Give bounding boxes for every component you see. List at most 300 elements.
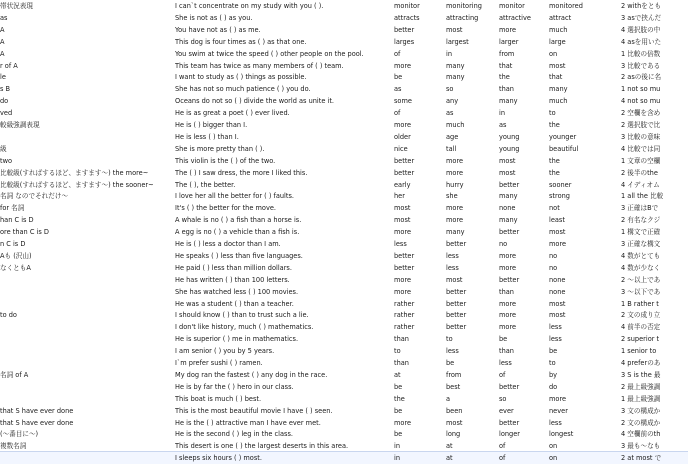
choice-4-cell[interactable]: not — [549, 204, 560, 213]
answer-explanation-cell[interactable]: 2 asの後に名 — [621, 73, 662, 82]
choice-2-cell[interactable]: better — [446, 240, 467, 248]
choice-1-cell[interactable]: most — [394, 204, 411, 213]
grammar-note-cell[interactable] — [0, 452, 168, 464]
question-sentence-cell[interactable]: The ( ) I saw dress, the more I liked this. — [175, 168, 308, 177]
choice-4-cell[interactable]: the — [549, 168, 560, 177]
choice-2-cell[interactable]: less — [446, 263, 459, 272]
table-row[interactable] — [0, 262, 688, 274]
question-sentence-cell[interactable]: She is more pretty than ( ). — [175, 144, 265, 153]
grammar-note-cell[interactable]: 比較級(すればするほど、ますます〜) the sooner~ — [0, 180, 154, 189]
table-row[interactable] — [0, 381, 688, 393]
grammar-note-cell[interactable]: han C is D — [0, 216, 34, 225]
choice-1-cell[interactable]: rather — [394, 299, 415, 308]
answer-explanation-cell[interactable]: 1 文章の空欄 — [621, 156, 661, 165]
choice-4-cell[interactable]: more — [549, 394, 567, 403]
choice-1-cell[interactable]: as — [394, 85, 402, 94]
choice-1-cell[interactable]: monitor — [394, 2, 420, 10]
answer-explanation-cell[interactable]: 2 有名なクジ — [621, 216, 661, 225]
answer-explanation-cell[interactable]: 2 空欄を含め — [621, 109, 661, 118]
answer-explanation-cell[interactable]: 3 文の構成か — [621, 406, 661, 415]
choice-2-cell[interactable]: many — [446, 61, 465, 70]
choice-1-cell[interactable]: rather — [394, 311, 415, 320]
grammar-note-cell[interactable]: 較級強調表現 — [0, 121, 40, 129]
answer-explanation-cell[interactable]: 4 preferのあ — [621, 359, 661, 367]
question-sentence-cell[interactable]: I don't like history, much ( ) mathematics. — [175, 323, 314, 332]
grammar-note-cell[interactable] — [0, 286, 168, 298]
grammar-note-cell[interactable]: s B — [0, 85, 11, 94]
question-sentence-cell[interactable]: This desert is one ( ) the largest deserts in this area. — [175, 442, 349, 451]
answer-explanation-cell[interactable]: 4 数がとても — [621, 251, 661, 260]
choice-4-cell[interactable]: to — [549, 359, 556, 367]
question-sentence-cell[interactable]: He paid ( ) less than million dollars. — [175, 263, 292, 272]
answer-explanation-cell[interactable]: 4 イディオム — [621, 180, 660, 189]
choice-3-cell[interactable]: be — [499, 335, 508, 344]
choice-3-cell[interactable]: more — [499, 311, 517, 320]
answer-explanation-cell[interactable]: 4 選択肢の中 — [621, 25, 661, 34]
choice-2-cell[interactable]: at — [446, 442, 453, 451]
table-row[interactable] — [0, 167, 688, 179]
question-sentence-cell[interactable]: I`m prefer sushi ( ) ramen. — [175, 359, 263, 367]
answer-explanation-cell[interactable]: 4 前半の否定 — [621, 323, 661, 332]
grammar-note-cell[interactable]: for 名詞 — [0, 204, 25, 213]
choice-1-cell[interactable]: more — [394, 287, 412, 296]
choice-3-cell[interactable]: from — [499, 49, 515, 58]
question-sentence-cell[interactable]: I am senior ( ) you by 5 years. — [175, 347, 275, 356]
table-row[interactable] — [0, 428, 688, 440]
choice-2-cell[interactable]: more — [446, 216, 464, 225]
table-row[interactable] — [0, 250, 688, 262]
choice-1-cell[interactable]: be — [394, 406, 403, 415]
choice-2-cell[interactable]: monitoring — [446, 2, 482, 10]
choice-3-cell[interactable]: as — [499, 121, 507, 129]
choice-4-cell[interactable]: most — [549, 61, 566, 70]
choice-2-cell[interactable]: be — [446, 359, 455, 367]
question-sentence-cell[interactable]: My dog ran the fastest ( ) any dog in the race. — [175, 370, 328, 379]
table-row[interactable] — [0, 12, 688, 24]
answer-explanation-cell[interactable]: 2 at most で — [621, 454, 662, 463]
table-row[interactable] — [0, 179, 688, 191]
choice-4-cell[interactable]: younger — [549, 132, 577, 141]
table-row[interactable] — [0, 393, 688, 405]
grammar-note-cell[interactable] — [0, 321, 168, 333]
answer-explanation-cell[interactable]: 3 S is the 最 — [621, 370, 661, 379]
choice-4-cell[interactable]: be — [549, 347, 558, 356]
answer-explanation-cell[interactable]: 1 B rather t — [621, 299, 659, 308]
choice-2-cell[interactable]: age — [446, 132, 459, 141]
grammar-note-cell[interactable]: two — [0, 156, 13, 165]
choice-3-cell[interactable]: better — [499, 275, 520, 284]
choice-2-cell[interactable]: better — [446, 311, 467, 320]
choice-4-cell[interactable]: most — [549, 228, 566, 237]
table-row[interactable] — [0, 286, 688, 298]
choice-2-cell[interactable]: most — [446, 275, 463, 284]
question-sentence-cell[interactable]: This boat is much ( ) best. — [175, 394, 262, 403]
table-row[interactable] — [0, 83, 688, 95]
grammar-note-cell[interactable]: n C is D — [0, 240, 26, 248]
question-sentence-cell[interactable]: This team has twice as many members of ( ) team. — [175, 61, 344, 70]
choice-3-cell[interactable]: the — [499, 73, 510, 82]
choice-2-cell[interactable]: long — [446, 430, 461, 439]
choice-1-cell[interactable]: the — [394, 394, 405, 403]
choice-3-cell[interactable]: than — [499, 85, 514, 94]
choice-2-cell[interactable]: to — [446, 335, 453, 344]
choice-3-cell[interactable]: less — [499, 359, 512, 367]
grammar-note-cell[interactable]: ore than C is D — [0, 228, 49, 237]
answer-explanation-cell[interactable]: 1 not so mu — [621, 85, 661, 94]
answer-explanation-cell[interactable]: 2 superior t — [621, 335, 660, 344]
grammar-note-cell[interactable]: as — [0, 13, 8, 22]
choice-4-cell[interactable]: by — [549, 370, 558, 379]
grammar-note-cell[interactable]: 級 — [0, 144, 7, 153]
grammar-note-cell[interactable]: 比較級(すればするほど、ますます〜) the more~ — [0, 168, 149, 177]
choice-1-cell[interactable]: better — [394, 251, 415, 260]
choice-1-cell[interactable]: more — [394, 61, 412, 70]
choice-3-cell[interactable]: of — [499, 454, 506, 463]
choice-2-cell[interactable]: been — [446, 406, 463, 415]
question-sentence-cell[interactable]: He is less ( ) than I. — [175, 132, 239, 141]
choice-1-cell[interactable]: most — [394, 216, 411, 225]
question-sentence-cell[interactable]: This violin is the ( ) of the two. — [175, 156, 276, 165]
answer-explanation-cell[interactable]: 2 withをとも — [621, 2, 662, 10]
choice-2-cell[interactable]: better — [446, 299, 467, 308]
grammar-note-cell[interactable]: do — [0, 97, 9, 106]
choice-4-cell[interactable]: the — [549, 121, 560, 129]
grammar-note-cell[interactable]: to do — [0, 311, 17, 320]
table-row[interactable] — [0, 190, 688, 202]
choice-4-cell[interactable]: to — [549, 109, 556, 118]
choice-3-cell[interactable]: many — [499, 216, 518, 225]
grammar-note-cell[interactable]: that S have ever done — [0, 406, 74, 415]
choice-3-cell[interactable]: than — [499, 287, 514, 296]
choice-4-cell[interactable]: no — [549, 263, 558, 272]
table-row[interactable] — [0, 274, 688, 286]
choice-3-cell[interactable]: no — [499, 240, 508, 248]
question-sentence-cell[interactable]: She is not as ( ) as you. — [175, 13, 253, 22]
table-row[interactable] — [0, 143, 688, 155]
table-row[interactable] — [0, 238, 688, 250]
choice-4-cell[interactable]: sooner — [549, 180, 572, 189]
table-row[interactable] — [0, 119, 688, 131]
grammar-note-cell[interactable]: A — [0, 37, 5, 46]
choice-2-cell[interactable]: better — [446, 323, 467, 332]
choice-1-cell[interactable]: more — [394, 228, 412, 237]
choice-4-cell[interactable]: attract — [549, 13, 572, 22]
table-row[interactable] — [0, 131, 688, 143]
choice-1-cell[interactable]: than — [394, 335, 409, 344]
answer-explanation-cell[interactable]: 3 正確はBで — [621, 204, 659, 213]
choice-3-cell[interactable]: many — [499, 192, 518, 201]
choice-1-cell[interactable]: more — [394, 275, 412, 284]
choice-3-cell[interactable]: better — [499, 418, 520, 427]
choice-3-cell[interactable]: than — [499, 347, 514, 356]
grammar-note-cell[interactable] — [0, 393, 168, 405]
answer-explanation-cell[interactable]: 2 文の成り立 — [621, 311, 661, 320]
choice-2-cell[interactable]: many — [446, 73, 465, 82]
grammar-note-cell[interactable]: r of A — [0, 61, 18, 70]
choice-3-cell[interactable]: better — [499, 228, 520, 237]
table-row[interactable] — [0, 440, 688, 452]
table-row[interactable] — [0, 24, 688, 36]
choice-4-cell[interactable]: most — [549, 311, 566, 320]
choice-3-cell[interactable]: in — [499, 109, 506, 118]
choice-1-cell[interactable]: in — [394, 442, 401, 451]
choice-1-cell[interactable]: nice — [394, 144, 408, 153]
answer-explanation-cell[interactable]: 1 senior to — [621, 347, 657, 356]
choice-4-cell[interactable]: much — [549, 97, 568, 106]
choice-4-cell[interactable]: most — [549, 299, 566, 308]
question-sentence-cell[interactable]: He is superior ( ) me in mathematics. — [175, 335, 299, 344]
table-row[interactable] — [0, 107, 688, 119]
choice-2-cell[interactable]: hurry — [446, 180, 464, 189]
question-sentence-cell[interactable]: He has written ( ) than 100 letters. — [175, 275, 290, 284]
table-row[interactable] — [0, 214, 688, 226]
choice-2-cell[interactable]: in — [446, 49, 453, 58]
answer-explanation-cell[interactable]: 4 空欄前のth — [621, 430, 661, 439]
answer-explanation-cell[interactable]: 2 最上級強調 — [621, 382, 661, 391]
choice-2-cell[interactable]: at — [446, 454, 453, 463]
choice-2-cell[interactable]: largest — [446, 37, 469, 46]
question-sentence-cell[interactable]: He is ( ) less a doctor than I am. — [175, 240, 281, 248]
choice-1-cell[interactable]: some — [394, 97, 412, 106]
table-row[interactable] — [0, 333, 688, 345]
choice-4-cell[interactable]: more — [549, 240, 567, 248]
answer-explanation-cell[interactable]: 1 all the 比較 — [621, 192, 664, 201]
answer-explanation-cell[interactable]: 3 比較である — [621, 61, 661, 70]
answer-explanation-cell[interactable]: 4 not so mu — [621, 97, 661, 106]
choice-3-cell[interactable]: monitor — [499, 2, 525, 10]
grammar-note-cell[interactable] — [0, 274, 168, 286]
table-row[interactable] — [0, 417, 688, 429]
table-row[interactable] — [0, 345, 688, 357]
choice-2-cell[interactable]: as — [446, 109, 454, 118]
choice-3-cell[interactable]: more — [499, 299, 517, 308]
question-sentence-cell[interactable]: He is by far the ( ) hero in our class. — [175, 382, 294, 391]
grammar-note-cell[interactable]: なくともA — [0, 263, 31, 272]
choice-4-cell[interactable]: less — [549, 323, 562, 332]
answer-explanation-cell[interactable]: 2 選択肢で比 — [621, 121, 661, 129]
grammar-note-cell[interactable] — [0, 333, 168, 345]
table-row[interactable] — [0, 0, 688, 12]
choice-2-cell[interactable]: most — [446, 418, 463, 427]
choice-4-cell[interactable]: never — [549, 406, 568, 415]
question-sentence-cell[interactable]: I want to study as ( ) things as possible. — [175, 73, 307, 82]
table-row[interactable] — [0, 321, 688, 333]
answer-explanation-cell[interactable]: 1 最上級強調 — [621, 394, 661, 403]
grammar-note-cell[interactable]: A — [0, 25, 5, 34]
table-row[interactable] — [0, 60, 688, 72]
choice-2-cell[interactable]: a — [446, 394, 451, 403]
choice-2-cell[interactable]: any — [446, 97, 459, 106]
question-sentence-cell[interactable]: I should know ( ) than to trust such a lie. — [175, 311, 309, 320]
question-sentence-cell[interactable]: I sleeps six hours ( ) most. — [175, 454, 262, 463]
choice-4-cell[interactable]: none — [549, 275, 566, 284]
choice-4-cell[interactable]: on — [549, 49, 558, 58]
choice-2-cell[interactable]: more — [446, 156, 464, 165]
choice-1-cell[interactable]: attracts — [394, 13, 420, 22]
choice-3-cell[interactable]: better — [499, 180, 520, 189]
choice-4-cell[interactable]: on — [549, 442, 558, 451]
choice-3-cell[interactable]: most — [499, 156, 516, 165]
choice-2-cell[interactable]: less — [446, 347, 459, 356]
choice-3-cell[interactable]: none — [499, 204, 516, 213]
table-row[interactable] — [0, 369, 688, 381]
choice-1-cell[interactable]: rather — [394, 323, 415, 332]
grammar-note-cell[interactable]: ved — [0, 109, 13, 118]
answer-explanation-cell[interactable]: 4 asを用いた — [621, 37, 662, 46]
question-sentence-cell[interactable]: This is the most beautiful movie I have ( ) seen. — [175, 406, 333, 415]
table-row[interactable] — [0, 95, 688, 107]
choice-1-cell[interactable]: more — [394, 121, 412, 129]
table-row[interactable] — [0, 202, 688, 214]
question-sentence-cell[interactable]: He was a student ( ) than a teacher. — [175, 299, 294, 308]
answer-explanation-cell[interactable]: 2 文の構成か — [621, 418, 661, 427]
choice-1-cell[interactable]: better — [394, 25, 415, 34]
choice-2-cell[interactable]: better — [446, 287, 467, 296]
choice-2-cell[interactable]: many — [446, 228, 465, 237]
choice-2-cell[interactable]: best — [446, 382, 461, 391]
question-sentence-cell[interactable]: I can`t concentrate on my study with you ( ). — [175, 2, 324, 10]
choice-3-cell[interactable]: so — [499, 394, 507, 403]
choice-3-cell[interactable]: that — [499, 61, 513, 70]
choice-3-cell[interactable]: better — [499, 382, 520, 391]
answer-explanation-cell[interactable]: 4 比較では同 — [621, 144, 661, 153]
table-row[interactable] — [0, 155, 688, 167]
grammar-note-cell[interactable]: (〜番目に〜) — [0, 430, 39, 439]
table-row[interactable] — [0, 452, 688, 464]
grammar-note-cell[interactable]: A — [0, 49, 5, 58]
choice-1-cell[interactable]: better — [394, 156, 415, 165]
question-sentence-cell[interactable]: A whale is no ( ) a fish than a horse is. — [175, 216, 302, 225]
choice-4-cell[interactable]: the — [549, 156, 560, 165]
choice-4-cell[interactable]: no — [549, 251, 558, 260]
choice-1-cell[interactable]: less — [394, 240, 407, 248]
answer-explanation-cell[interactable]: 3 比較の意味 — [621, 132, 661, 141]
grammar-note-cell[interactable]: 帯状況表現 — [0, 2, 33, 10]
table-row[interactable] — [0, 405, 688, 417]
choice-4-cell[interactable]: large — [549, 37, 566, 46]
answer-explanation-cell[interactable]: 3 最も〜なも — [621, 442, 661, 451]
choice-3-cell[interactable]: of — [499, 370, 506, 379]
grammar-note-cell[interactable] — [0, 298, 168, 310]
grammar-note-cell[interactable]: 名詞 of A — [0, 370, 29, 379]
question-sentence-cell[interactable]: Oceans do not so ( ) divide the world as unite it. — [175, 97, 335, 106]
question-sentence-cell[interactable]: You have not as ( ) as me. — [175, 25, 261, 34]
question-sentence-cell[interactable]: The ( ), the better. — [175, 180, 236, 189]
choice-4-cell[interactable]: much — [549, 25, 568, 34]
table-row[interactable] — [0, 357, 688, 369]
choice-2-cell[interactable]: more — [446, 204, 464, 213]
answer-explanation-cell[interactable]: 3 asで挟んだ — [621, 13, 662, 22]
question-sentence-cell[interactable]: He is ( ) bigger than I. — [175, 121, 248, 129]
choice-4-cell[interactable]: none — [549, 287, 566, 296]
answer-explanation-cell[interactable]: 3 〜以下であ — [621, 287, 661, 296]
choice-2-cell[interactable]: tall — [446, 144, 457, 153]
choice-1-cell[interactable]: of — [394, 109, 401, 118]
choice-1-cell[interactable]: of — [394, 49, 401, 58]
answer-explanation-cell[interactable]: 2 後半のthe — [621, 168, 658, 177]
choice-3-cell[interactable]: more — [499, 323, 517, 332]
choice-3-cell[interactable]: longer — [499, 430, 520, 439]
grammar-note-cell[interactable]: le — [0, 73, 6, 82]
choice-1-cell[interactable]: be — [394, 382, 403, 391]
choice-1-cell[interactable]: than — [394, 359, 409, 367]
question-sentence-cell[interactable]: A egg is no ( ) a vehicle than a fish is. — [175, 228, 300, 237]
table-row[interactable] — [0, 48, 688, 60]
choice-1-cell[interactable]: to — [394, 347, 401, 356]
answer-explanation-cell[interactable]: 1 比較の倍数 — [621, 49, 661, 58]
answer-explanation-cell[interactable]: 1 構文で正確 — [621, 228, 661, 237]
choice-3-cell[interactable]: young — [499, 132, 520, 141]
grammar-note-cell[interactable]: that S have ever done — [0, 418, 74, 427]
grammar-note-cell[interactable] — [0, 357, 168, 369]
question-sentence-cell[interactable]: I love her all the better for ( ) faults. — [175, 192, 294, 201]
grammar-note-cell[interactable] — [0, 345, 168, 357]
choice-1-cell[interactable]: early — [394, 180, 411, 189]
choice-2-cell[interactable]: attracting — [446, 13, 479, 22]
question-sentence-cell[interactable]: He speaks ( ) less than five languages. — [175, 251, 303, 260]
question-sentence-cell[interactable]: She has not so much patience ( ) you do. — [175, 85, 311, 94]
choice-2-cell[interactable]: much — [446, 121, 465, 129]
choice-3-cell[interactable]: attractive — [499, 13, 531, 22]
choice-2-cell[interactable]: she — [446, 192, 458, 201]
choice-3-cell[interactable]: young — [499, 144, 520, 153]
choice-3-cell[interactable]: ever — [499, 406, 514, 415]
choice-2-cell[interactable]: more — [446, 168, 464, 177]
choice-2-cell[interactable]: from — [446, 370, 462, 379]
question-sentence-cell[interactable]: You swim at twice the speed ( ) other people on the pool. — [175, 49, 364, 58]
choice-4-cell[interactable]: that — [549, 73, 563, 82]
choice-1-cell[interactable]: in — [394, 454, 401, 463]
choice-1-cell[interactable]: her — [394, 192, 405, 201]
grammar-note-cell[interactable]: 名詞 なのでそれだけ〜 — [0, 192, 69, 201]
grammar-note-cell[interactable] — [0, 381, 168, 393]
question-sentence-cell[interactable]: She has watched less ( ) 100 movies. — [175, 287, 299, 296]
choice-3-cell[interactable]: more — [499, 263, 517, 272]
choice-4-cell[interactable]: longest — [549, 430, 574, 439]
question-sentence-cell[interactable]: This dog is four times as ( ) as that one. — [175, 37, 307, 46]
table-row[interactable] — [0, 226, 688, 238]
answer-explanation-cell[interactable]: 3 正確な構文 — [621, 240, 661, 248]
answer-explanation-cell[interactable]: 4 数が少なく — [621, 263, 661, 272]
choice-1-cell[interactable]: better — [394, 263, 415, 272]
choice-2-cell[interactable]: less — [446, 251, 459, 260]
choice-4-cell[interactable]: on — [549, 454, 558, 463]
choice-1-cell[interactable]: at — [394, 370, 401, 379]
choice-4-cell[interactable]: beautiful — [549, 144, 579, 153]
choice-4-cell[interactable]: less — [549, 418, 562, 427]
choice-1-cell[interactable]: more — [394, 418, 412, 427]
choice-1-cell[interactable]: better — [394, 168, 415, 177]
question-sentence-cell[interactable]: He is as great a poet ( ) ever lived. — [175, 109, 290, 118]
choice-4-cell[interactable]: less — [549, 335, 562, 344]
table-row[interactable] — [0, 71, 688, 83]
question-sentence-cell[interactable]: It's ( ) the better for the move. — [175, 204, 276, 213]
choice-1-cell[interactable]: larges — [394, 37, 415, 46]
choice-1-cell[interactable]: older — [394, 132, 411, 141]
choice-4-cell[interactable]: do — [549, 382, 558, 391]
table-row[interactable] — [0, 298, 688, 310]
choice-4-cell[interactable]: least — [549, 216, 565, 225]
choice-4-cell[interactable]: monitored — [549, 2, 583, 10]
choice-3-cell[interactable]: more — [499, 25, 517, 34]
table-row[interactable] — [0, 36, 688, 48]
choice-3-cell[interactable]: larger — [499, 37, 519, 46]
choice-1-cell[interactable]: be — [394, 430, 403, 439]
choice-2-cell[interactable]: most — [446, 25, 463, 34]
grammar-note-cell[interactable] — [0, 131, 168, 143]
choice-4-cell[interactable]: strong — [549, 192, 570, 201]
choice-3-cell[interactable]: most — [499, 168, 516, 177]
